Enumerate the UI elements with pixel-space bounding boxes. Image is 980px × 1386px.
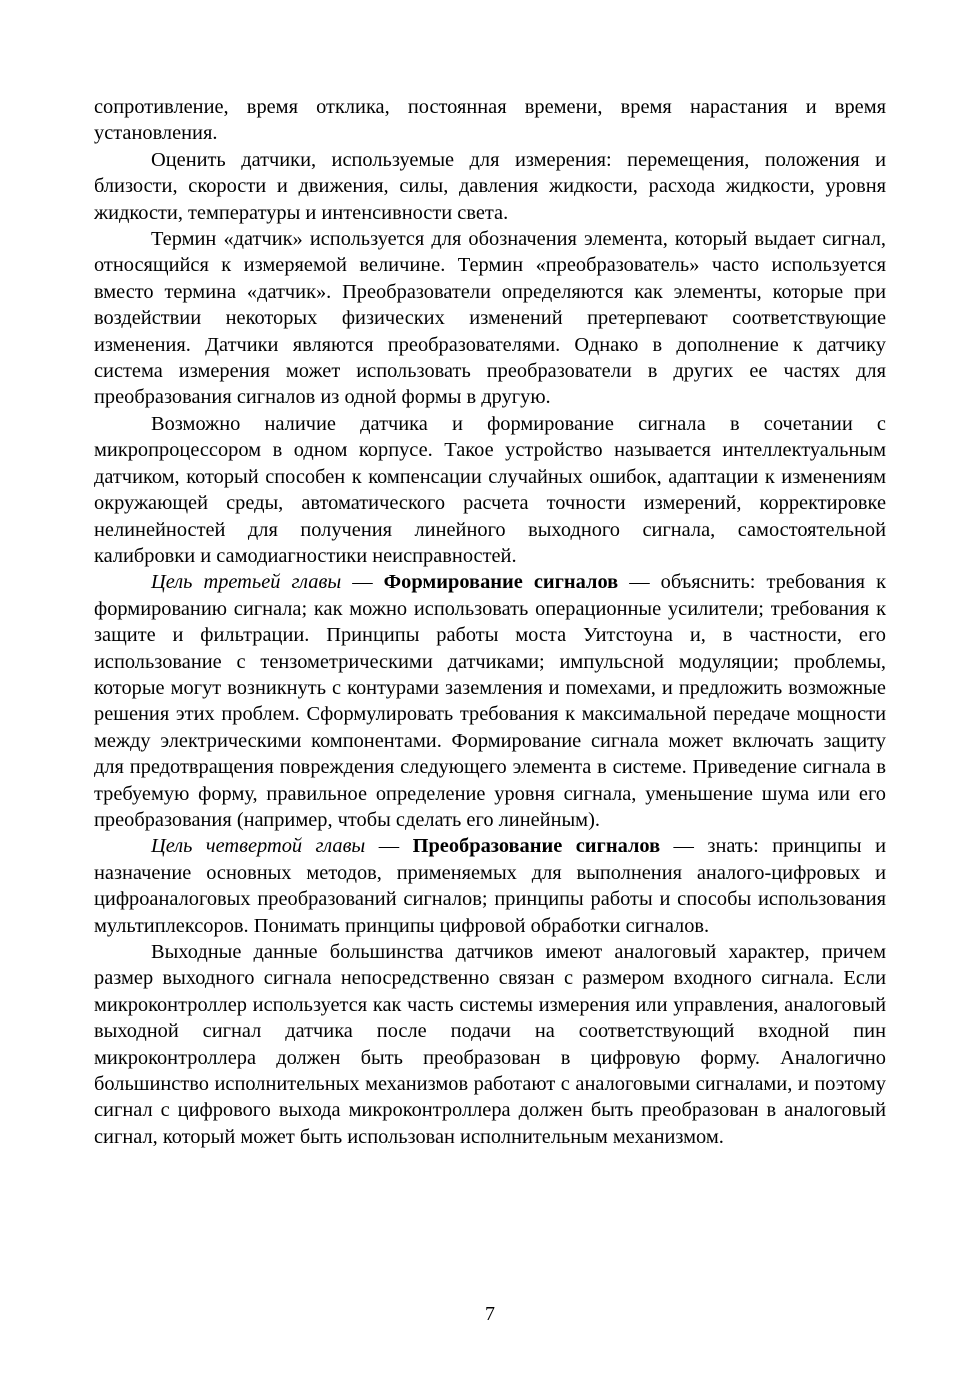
- paragraph-sensors-evaluation: Оценить датчики, используемые для измерения: перемещения, положения и близости, скорости и движения, силы, давления жидкости, расхода жидкости, уровня жидкости, температуры и интенсивности света.: [94, 148, 886, 224]
- paragraph-smart-sensor: Возможно наличие датчика и формирование сигнала в сочетании с микропроцессором в одном корпусе. Такое устройство называется интеллектуальным датчиком, который способен к компенсации случайных ошибок, адаптации к изменениям окружающей среды, автоматического расчета точности измерений, корректировке нелинейностей для получения линейного выходного сигнала, самостоятельной калибровки и самодиагностики неисправностей.: [94, 412, 886, 567]
- paragraph-sensor-term: Термин «датчик» используется для обозначения элемента, который выдает сигнал, относящийся к измеряемой величине. Термин «преобразователь» часто используется вместо термина «датчик». Преобразователи определяются как элементы, которые при воздействии некоторых физических изменений претерпевают соответствующие изменения. Датчики являются преобразователями. Однако в дополнение к датчику система измерения может использовать преобразователи в других ее частях для преобразования сигналов из одной формы в другую.: [94, 228, 886, 409]
- chapter-four-body: — знать: принципы и назначение основных методов, применяемых для выполнения аналого-цифровых и цифроаналоговых преобразований сигналов; принципы работы и способы использования мультиплексоров. Понимать принципы цифровой обработки сигналов.: [94, 835, 886, 937]
- chapter-three-title: Формирование сигналов: [383, 571, 619, 594]
- chapter-four-title: Преобразование сигналов: [412, 835, 661, 858]
- body-text: [94, 94, 886, 1150]
- paragraph-continuation: сопротивление, время отклика, постоянная времени, время нарастания и время установления.: [94, 96, 886, 145]
- chapter-four-dash: —: [365, 835, 413, 858]
- chapter-three-dash: —: [341, 571, 384, 594]
- chapter-three-label: Цель третьей главы: [151, 571, 342, 594]
- paragraph-chapter-three-goal: [94, 569, 886, 833]
- page-number: 7: [485, 1303, 495, 1325]
- chapter-three-body: — объяснить: требования к формированию сигнала; как можно использовать операционные усилители; требования к защите и фильтрации. Принципы работы моста Уитстоуна и, в частности, его использование с тензометрическими датчиками; импульсной модуляции; проблемы, которые могут возникнуть с контурами заземления и помехами, и предложить возможные решения этих проблем. Сформулировать требования к максимальной передаче мощности между электрическими компонентами. Формирование сигнала может включать защиту для предотвращения повреждения следующего элемента в системе. Приведение сигнала в требуемую форму, правильное определение уровня сигнала, уменьшение шума или его преобразования (например, чтобы сделать его линейным).: [94, 571, 886, 831]
- paragraph-chapter-four-goal: [94, 833, 886, 939]
- chapter-four-label: Цель четвертой главы: [151, 835, 366, 858]
- paragraph-analog-output: Выходные данные большинства датчиков имеют аналоговый характер, причем размер выходного сигнала непосредственно связан с размером входного сигнала. Если микроконтроллер используется как часть системы измерения или управления, аналоговый выходной сигнал датчика после подачи на соответствующий входной пин микроконтроллера должен быть преобразован в цифровую форму. Аналогично большинство исполнительных механизмов работают с аналоговыми сигналами, и поэтому сигнал с цифрового выхода микроконтроллера должен быть преобразован в аналоговый сигнал, который может быть использован исполнительным механизмом.: [94, 941, 886, 1148]
